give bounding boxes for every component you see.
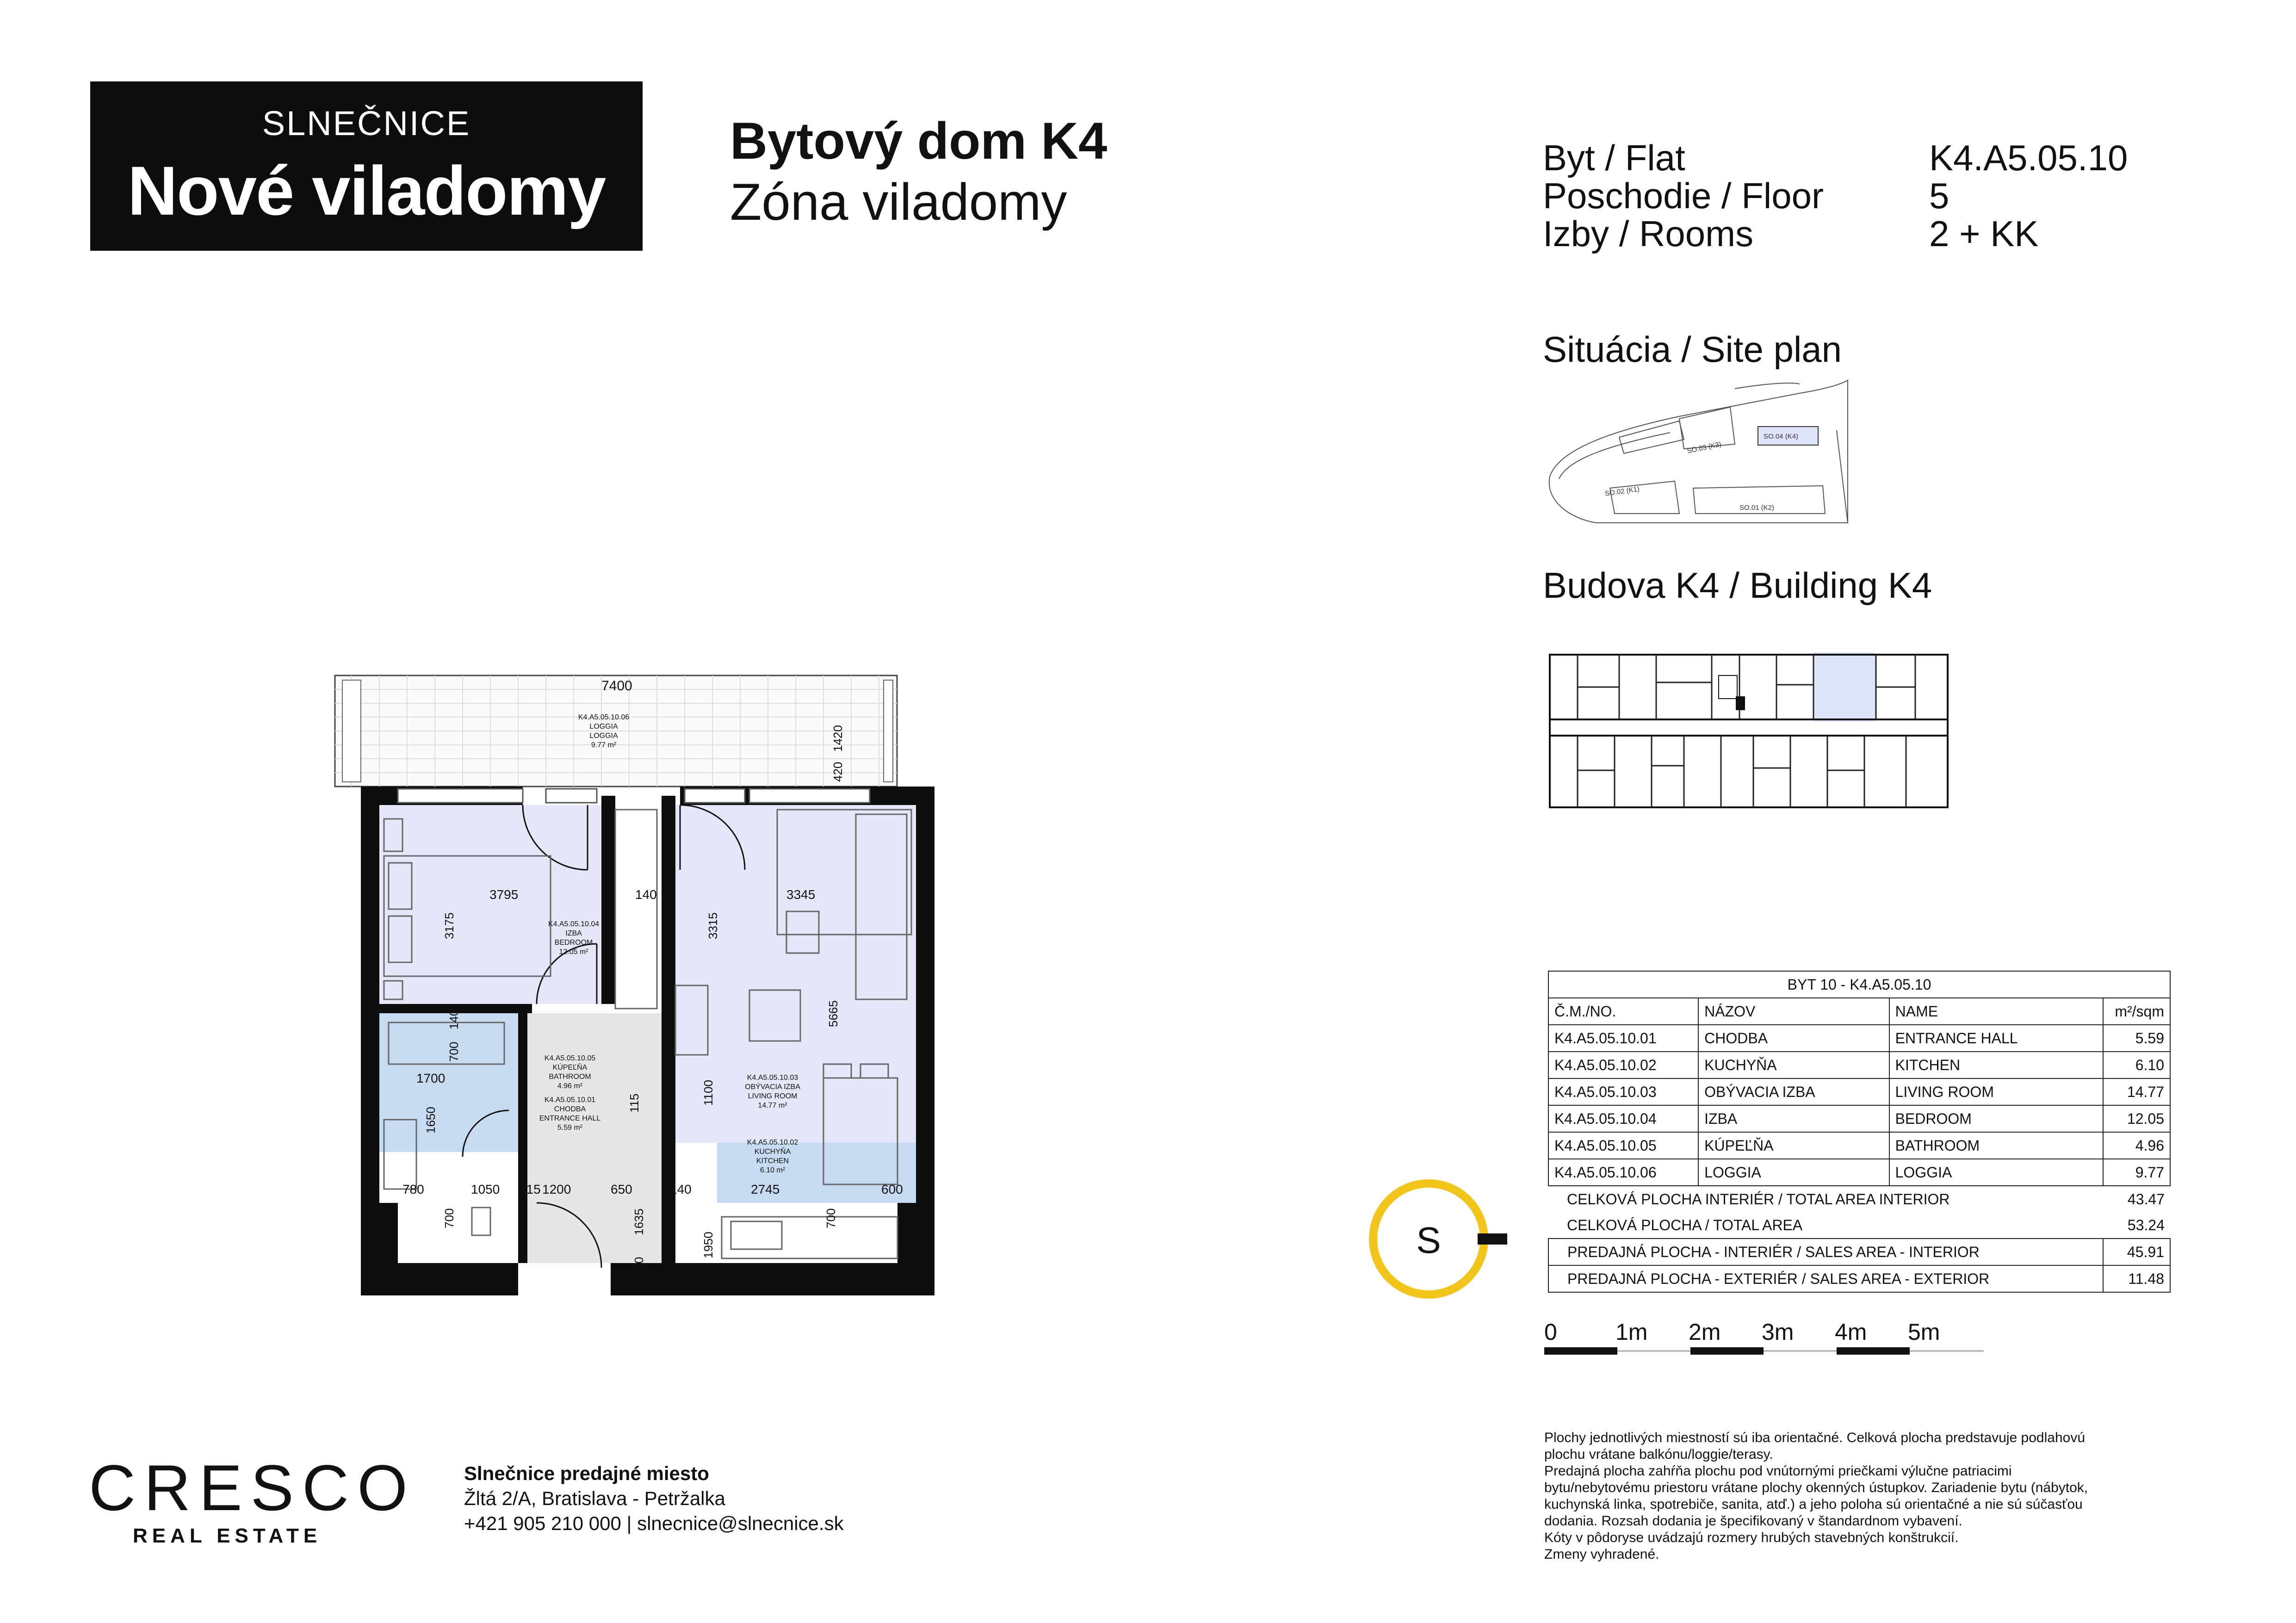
- dim-1950: 1950: [701, 1232, 715, 1258]
- table-cell: K4.A5.05.10.05: [1548, 1132, 1698, 1159]
- sales-exterior-label: PREDAJNÁ PLOCHA - EXTERIÉR / SALES AREA - EXTERIOR: [1548, 1265, 2103, 1292]
- site-label-so04: SO.04 (K4): [1764, 433, 1799, 440]
- disclaimer-text: [1544, 1430, 2238, 1563]
- table-cell: K4.A5.05.10.03: [1548, 1078, 1698, 1105]
- kitchen-en: KITCHEN: [756, 1157, 789, 1165]
- scale-bar-labels: [1541, 1319, 2003, 1346]
- kitchen-code: K4.A5.05.10.02: [747, 1139, 798, 1146]
- disclaimer-line: dodania. Rozsah dodania je špecifikovaný v štandardnom vybavení.: [1544, 1513, 1962, 1529]
- scale-label: 5m: [1908, 1319, 1940, 1345]
- bedroom-code: K4.A5.05.10.04: [548, 920, 600, 928]
- table-header-no: Č.M./NO.: [1548, 998, 1698, 1025]
- table-cell: 12.05: [2103, 1105, 2171, 1132]
- loggia-area-value: 9.77 m²: [591, 741, 617, 749]
- hall-sk: CHODBA: [554, 1105, 586, 1113]
- office-contact[interactable]: +421 905 210 000 | slnecnice@slnecnice.sk: [464, 1512, 844, 1534]
- dim-kitchen-width: 2745: [751, 1182, 780, 1196]
- dim-1200: 1200: [542, 1182, 571, 1196]
- sales-interior-label: PREDAJNÁ PLOCHA - INTERIÉR / SALES AREA - INTERIOR: [1548, 1239, 2103, 1265]
- bedroom-en: BEDROOM: [554, 939, 593, 947]
- scale-bar: [1544, 1347, 1993, 1358]
- scale-label: 3m: [1762, 1319, 1794, 1345]
- kitchen-sk: KUCHYŇA: [754, 1148, 791, 1156]
- site-label-so01: SO.01 (K2): [1739, 504, 1775, 512]
- disclaimer-line: Plochy jednotlivých miestností sú iba orientačné. Celková plocha predstavuje podlahovú: [1544, 1430, 2086, 1445]
- dim-700b: 700: [442, 1208, 456, 1228]
- table-cell: LIVING ROOM: [1889, 1078, 2103, 1105]
- office-title: Slnečnice predajné miesto: [464, 1462, 709, 1484]
- table-cell: 4.96: [2103, 1132, 2171, 1159]
- total-interior-label: CELKOVÁ PLOCHA INTERIÉR / TOTAL AREA INTERIOR: [1567, 1190, 1950, 1208]
- building-title: Bytový dom K4: [730, 112, 1108, 170]
- living-sk: OBÝVACIA IZBA: [745, 1083, 800, 1091]
- bathroom-area-value: 4.96 m²: [557, 1082, 583, 1090]
- flat-label: Byt / Flat: [1543, 137, 1685, 178]
- bathroom-code: K4.A5.05.10.05: [544, 1054, 596, 1062]
- bathroom-area: [379, 1013, 523, 1152]
- sales-interior-value: 45.91: [2103, 1239, 2171, 1265]
- dim-living-height: 3315: [706, 912, 720, 939]
- dim-living-total: 5665: [826, 1000, 840, 1027]
- sales-exterior-value: 11.48: [2103, 1265, 2171, 1292]
- bathroom-sk: KÚPEĽŇA: [552, 1064, 588, 1072]
- loggia-en: LOGGIA: [589, 732, 618, 740]
- table-cell: LOGGIA: [1889, 1159, 2103, 1186]
- dim-1635: 1635: [632, 1208, 646, 1235]
- floor-value: 5: [1929, 175, 1949, 216]
- table-header-name: NAME: [1889, 998, 2103, 1025]
- loggia-sk: LOGGIA: [589, 723, 618, 731]
- dim-700a: 700: [447, 1041, 461, 1062]
- rooms-value: 2 + KK: [1929, 213, 2039, 254]
- flat-value: K4.A5.05.10: [1929, 137, 2128, 178]
- dim-115: 115: [520, 1182, 541, 1196]
- cresco-logo-text: CRESCO: [89, 1451, 416, 1524]
- table-cell: CHODBA: [1698, 1025, 1889, 1052]
- dim-140c: 140: [670, 1182, 692, 1196]
- apartment-floor-plan: [324, 662, 944, 1295]
- living-code: K4.A5.05.10.03: [747, 1074, 798, 1082]
- brand-small-text: SLNEČNICE: [262, 104, 471, 142]
- north-compass-icon: [1365, 1175, 1513, 1314]
- bedroom-sk: IZBA: [565, 929, 582, 937]
- dim-1650: 1650: [424, 1107, 438, 1134]
- table-cell: 5.59: [2103, 1025, 2171, 1052]
- table-title: BYT 10 - K4.A5.05.10: [1548, 971, 2170, 998]
- table-cell: ENTRANCE HALL: [1889, 1025, 2103, 1052]
- living-area-value: 14.77 m²: [758, 1102, 787, 1109]
- rooms-label: Izby / Rooms: [1543, 213, 1754, 254]
- dim-bedroom-height: 3175: [442, 912, 456, 939]
- compass-label: S: [1416, 1220, 1441, 1261]
- dim-780: 780: [402, 1182, 424, 1196]
- table-cell: K4.A5.05.10.06: [1548, 1159, 1698, 1186]
- dim-1050: 1050: [471, 1182, 500, 1196]
- bedroom-area-value: 12.05 m²: [559, 948, 588, 956]
- table-cell: 9.77: [2103, 1159, 2171, 1186]
- scale-label: 4m: [1835, 1319, 1867, 1345]
- site-plan-map: [1541, 375, 1855, 537]
- table-cell: K4.A5.05.10.02: [1548, 1052, 1698, 1078]
- table-row: [1548, 1132, 2170, 1159]
- dim-loggia-depth: 1420: [831, 725, 845, 752]
- total-area-value: 53.24: [2127, 1216, 2165, 1233]
- table-cell: IZBA: [1698, 1105, 1889, 1132]
- dim-115v: 115: [627, 1093, 641, 1113]
- disclaimer-line: Kóty v pôdoryse uvádzajú rozmery hrubých stavebných konštrukcií.: [1544, 1530, 1959, 1545]
- table-cell: K4.A5.05.10.01: [1548, 1025, 1698, 1052]
- dim-bedroom-width: 3795: [489, 887, 519, 902]
- dim-700c: 700: [824, 1208, 838, 1228]
- dim-140b: 140: [447, 1009, 461, 1029]
- bedroom-area: [379, 805, 606, 1004]
- floor-label: Poschodie / Floor: [1543, 175, 1824, 216]
- contact-block: [464, 1461, 844, 1536]
- brand-logo-box: [90, 81, 643, 251]
- disclaimer-line: plochu vrátane balkónu/loggie/terasy.: [1544, 1447, 1773, 1462]
- site-label-so02: SO.02 (K1): [1604, 485, 1640, 498]
- disclaimer-line: Predajná plocha zahŕňa plochu pod vnútornými priečkami výlučne patriacimi: [1544, 1463, 2012, 1479]
- hall-area-value: 5.59 m²: [557, 1124, 583, 1132]
- table-cell: LOGGIA: [1698, 1159, 1889, 1186]
- table-cell: BATHROOM: [1889, 1132, 2103, 1159]
- total-interior-value: 43.47: [2127, 1190, 2165, 1208]
- table-header-sqm: m²/sqm: [2103, 998, 2171, 1025]
- scale-label: 0: [1544, 1319, 1557, 1345]
- office-address: Žltá 2/A, Bratislava - Petržalka: [464, 1487, 725, 1509]
- bathroom-en: BATHROOM: [549, 1073, 591, 1081]
- loggia-code: K4.A5.05.10.06: [578, 713, 630, 721]
- scale-label: 2m: [1689, 1319, 1721, 1345]
- table-cell: BEDROOM: [1889, 1105, 2103, 1132]
- table-cell: KUCHYŇA: [1698, 1052, 1889, 1078]
- disclaimer-line: kuchynská linka, spotrebiče, sanita, atď.) a jeho poloha sú orientačné a nie sú súčasťou: [1544, 1497, 2083, 1512]
- table-header-nazov: NÁZOV: [1698, 998, 1889, 1025]
- dim-living-width: 3345: [786, 887, 816, 902]
- table-row: [1548, 1159, 2170, 1186]
- brand-big-text: Nové viladomy: [127, 152, 606, 229]
- disclaimer-line: bytu/nebytovému priestoru vrátane plochy okenných ústupkov. Zariadenie bytu (nábytok,: [1544, 1480, 2088, 1495]
- scale-label: 1m: [1615, 1319, 1648, 1345]
- site-plan-title: Situácia / Site plan: [1543, 329, 1842, 370]
- dim-650: 650: [611, 1182, 632, 1196]
- dim-loggia-width: 7400: [601, 678, 632, 694]
- living-en: LIVING ROOM: [748, 1092, 798, 1100]
- table-row: [1548, 1078, 2170, 1105]
- table-row: [1548, 1052, 2170, 1078]
- table-cell: 14.77: [2103, 1078, 2171, 1105]
- cresco-logo-subtext: REAL ESTATE: [133, 1524, 322, 1547]
- building-section-title: Budova K4 / Building K4: [1543, 565, 1932, 606]
- dim-wall-140a: 140: [635, 887, 657, 902]
- hall-en: ENTRANCE HALL: [539, 1115, 601, 1122]
- dim-600: 600: [881, 1182, 903, 1196]
- building-floor-plan: [1545, 650, 1952, 817]
- table-row: [1548, 1025, 2170, 1052]
- dim-200: 200: [632, 1257, 646, 1277]
- area-table: [1548, 971, 2171, 1293]
- building-flat-highlight: [1813, 652, 1876, 722]
- hall-code: K4.A5.05.10.01: [544, 1096, 596, 1104]
- table-cell: KÚPEĽŇA: [1698, 1132, 1889, 1159]
- table-cell: K4.A5.05.10.04: [1548, 1105, 1698, 1132]
- table-cell: OBÝVACIA IZBA: [1698, 1078, 1889, 1105]
- table-row: [1548, 1105, 2170, 1132]
- site-label-so03: SO.03 (K3): [1686, 440, 1722, 455]
- kitchen-area-value: 6.10 m²: [760, 1166, 786, 1174]
- table-cell: 6.10: [2103, 1052, 2171, 1078]
- dim-1100: 1100: [701, 1080, 715, 1106]
- total-area-label: CELKOVÁ PLOCHA / TOTAL AREA: [1567, 1216, 1803, 1233]
- table-cell: KITCHEN: [1889, 1052, 2103, 1078]
- dim-loggia-wall: 420: [831, 762, 845, 782]
- dim-bath-width: 1700: [416, 1071, 446, 1085]
- zone-subtitle: Zóna viladomy: [730, 173, 1067, 231]
- disclaimer-line: Zmeny vyhradené.: [1544, 1547, 1659, 1562]
